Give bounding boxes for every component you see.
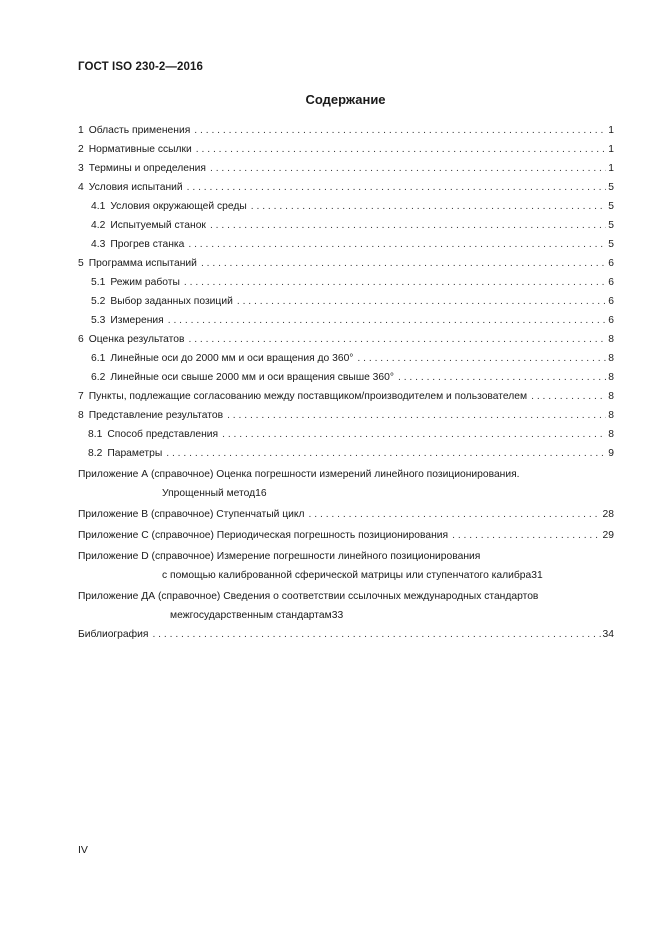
toc-entry-number: 4.1: [91, 201, 106, 212]
table-of-contents: [78, 121, 614, 644]
toc-appendix-da[interactable]: [78, 587, 614, 625]
toc-entry-label: Библиография: [78, 629, 149, 640]
page-number: IV: [78, 844, 88, 856]
toc-leader: [184, 273, 606, 292]
page-title: Содержание: [305, 92, 386, 107]
toc-entry-page: 8: [608, 353, 614, 364]
page-header: ГОСТ ISO 230-2—2016: [78, 61, 203, 73]
toc-appendix-subtitle: с помощью калиброванной сферической матрицы или ступенчатого калибра: [162, 570, 532, 581]
toc-entry-number: 4.3: [91, 239, 106, 250]
toc-leader: [452, 526, 600, 545]
toc-entry[interactable]: [78, 140, 614, 159]
toc-entry-number: 8: [78, 410, 84, 421]
toc-entry-number: 6.2: [91, 372, 106, 383]
toc-appendix-subtitle: межгосударственным стандартам: [170, 610, 332, 621]
toc-entry-page: 1: [608, 144, 614, 155]
toc-entry-label: Режим работы: [110, 277, 180, 288]
toc-entry-number: 3: [78, 163, 84, 174]
toc-entry[interactable]: [78, 178, 614, 197]
toc-entry-page: 1: [608, 163, 614, 174]
toc-entry-page: 6: [608, 296, 614, 307]
toc-leader: [168, 311, 607, 330]
toc-entry-page: 5: [608, 201, 614, 212]
toc-entry-label: Прогрев станка: [110, 239, 185, 250]
toc-entry-page: 8: [608, 391, 614, 402]
toc-entry-label: Условия испытаний: [88, 182, 183, 193]
toc-entry-page: 5: [608, 220, 614, 231]
toc-entry-page: 28: [602, 509, 614, 520]
toc-entry-label: Пункты, подлежащие согласованию между поставщиком/производителем и пользователем: [88, 391, 528, 402]
toc-entry-page: 8: [608, 410, 614, 421]
toc-appendix-a[interactable]: [78, 465, 614, 503]
toc-leader: [187, 178, 607, 197]
toc-entry-label: Параметры: [107, 448, 163, 459]
toc-leader: [188, 330, 606, 349]
toc-entry-page: 9: [608, 448, 614, 459]
toc-entry-label: Область применения: [88, 125, 191, 136]
toc-appendix-d[interactable]: [78, 547, 614, 585]
toc-entry-number: 1: [78, 125, 84, 136]
toc-entry-number: 4: [78, 182, 84, 193]
toc-entry-page: 29: [602, 530, 614, 541]
toc-leader: [210, 216, 606, 235]
toc-entry[interactable]: [78, 292, 614, 311]
toc-entry-page: 6: [608, 258, 614, 269]
toc-entry[interactable]: [78, 368, 614, 387]
toc-entry-label: Условия окружающей среды: [110, 201, 247, 212]
toc-leader: [309, 505, 601, 524]
toc-entry-page: 6: [608, 315, 614, 326]
toc-appendix-subtitle: Упрощенный метод: [162, 488, 256, 499]
toc-entry[interactable]: [78, 254, 614, 273]
toc-entry-page: 16: [255, 488, 267, 499]
toc-leader: [166, 444, 606, 463]
toc-leader: [201, 254, 606, 273]
toc-appendix-title: Приложение D (справочное) Измерение погрешности линейного позиционирования: [78, 551, 481, 562]
toc-appendix-title: Приложение С (справочное) Периодическая погрешность позиционирования: [78, 530, 449, 541]
toc-entry-label: Линейные оси до 2000 мм и оси вращения до 360°: [110, 353, 354, 364]
toc-appendix-continuation: [78, 566, 614, 585]
toc-entry[interactable]: [78, 444, 614, 463]
toc-leader: [194, 121, 606, 140]
toc-appendix-c[interactable]: [78, 526, 614, 545]
toc-appendix-title: Приложение ДА (справочное) Сведения о соответствии ссылочных международных стандартов: [78, 591, 539, 602]
toc-entry-number: 4.2: [91, 220, 106, 231]
toc-entry-number: 5.1: [91, 277, 106, 288]
toc-leader: [237, 292, 606, 311]
toc-entry-label: Выбор заданных позиций: [110, 296, 233, 307]
toc-leader: [210, 159, 606, 178]
toc-entry-page: 34: [602, 629, 614, 640]
toc-entry-number: 8.2: [88, 448, 103, 459]
toc-entry-number: 6: [78, 334, 84, 345]
toc-leader: [152, 625, 600, 644]
toc-leader: [196, 140, 606, 159]
toc-leader: [357, 349, 606, 368]
toc-entry-number: 5.2: [91, 296, 106, 307]
toc-entry[interactable]: [78, 349, 614, 368]
toc-entry-label: Оценка результатов: [88, 334, 185, 345]
toc-appendix-continuation: [78, 484, 614, 503]
toc-entry[interactable]: [78, 121, 614, 140]
toc-entry-page: 31: [531, 570, 543, 581]
toc-leader: [188, 235, 606, 254]
toc-entry-label: Нормативные ссылки: [88, 144, 192, 155]
toc-entry-label: Линейные оси свыше 2000 мм и оси вращения свыше 360°: [110, 372, 394, 383]
toc-entry[interactable]: [78, 311, 614, 330]
toc-entry-page: 8: [608, 372, 614, 383]
toc-entry[interactable]: [78, 273, 614, 292]
toc-entry[interactable]: [78, 425, 614, 444]
toc-entry[interactable]: [78, 197, 614, 216]
toc-leader: [531, 387, 606, 406]
toc-entry-number: 5.3: [91, 315, 106, 326]
toc-entry[interactable]: [78, 330, 614, 349]
toc-entry-label: Представление результатов: [88, 410, 224, 421]
toc-entry-label: Измерения: [110, 315, 164, 326]
toc-entry[interactable]: [78, 387, 614, 406]
toc-appendix-b[interactable]: [78, 505, 614, 524]
toc-leader: [222, 425, 606, 444]
toc-appendix-continuation: [78, 606, 614, 625]
toc-entry-page: 5: [608, 239, 614, 250]
toc-leader: [398, 368, 606, 387]
toc-entry-label: Программа испытаний: [88, 258, 197, 269]
toc-entry-number: 6.1: [91, 353, 106, 364]
toc-entry-number: 7: [78, 391, 84, 402]
toc-leader: [251, 197, 607, 216]
toc-entry-page: 8: [608, 429, 614, 440]
toc-entry-label: Способ представления: [107, 429, 219, 440]
toc-entry-page: 1: [608, 125, 614, 136]
toc-appendix-title: Приложение В (справочное) Ступенчатый цикл: [78, 509, 305, 520]
toc-entry[interactable]: [78, 235, 614, 254]
toc-entry[interactable]: [78, 159, 614, 178]
toc-entry-page: 8: [608, 334, 614, 345]
toc-entry-number: 5: [78, 258, 84, 269]
toc-bibliography[interactable]: [78, 625, 614, 644]
toc-entry-label: Испытуемый станок: [110, 220, 206, 231]
toc-leader: [227, 406, 606, 425]
toc-entry-page: 33: [331, 610, 344, 621]
toc-entry-number: 2: [78, 144, 84, 155]
toc-entry[interactable]: [78, 406, 614, 425]
toc-appendix-title: Приложение А (справочное) Оценка погрешности измерений линейного позиционирования.: [78, 469, 520, 480]
toc-entry-label: Термины и определения: [88, 163, 206, 174]
toc-entry[interactable]: [78, 216, 614, 235]
toc-entry-page: 6: [608, 277, 614, 288]
toc-entry-page: 5: [608, 182, 614, 193]
toc-entry-number: 8.1: [88, 429, 103, 440]
